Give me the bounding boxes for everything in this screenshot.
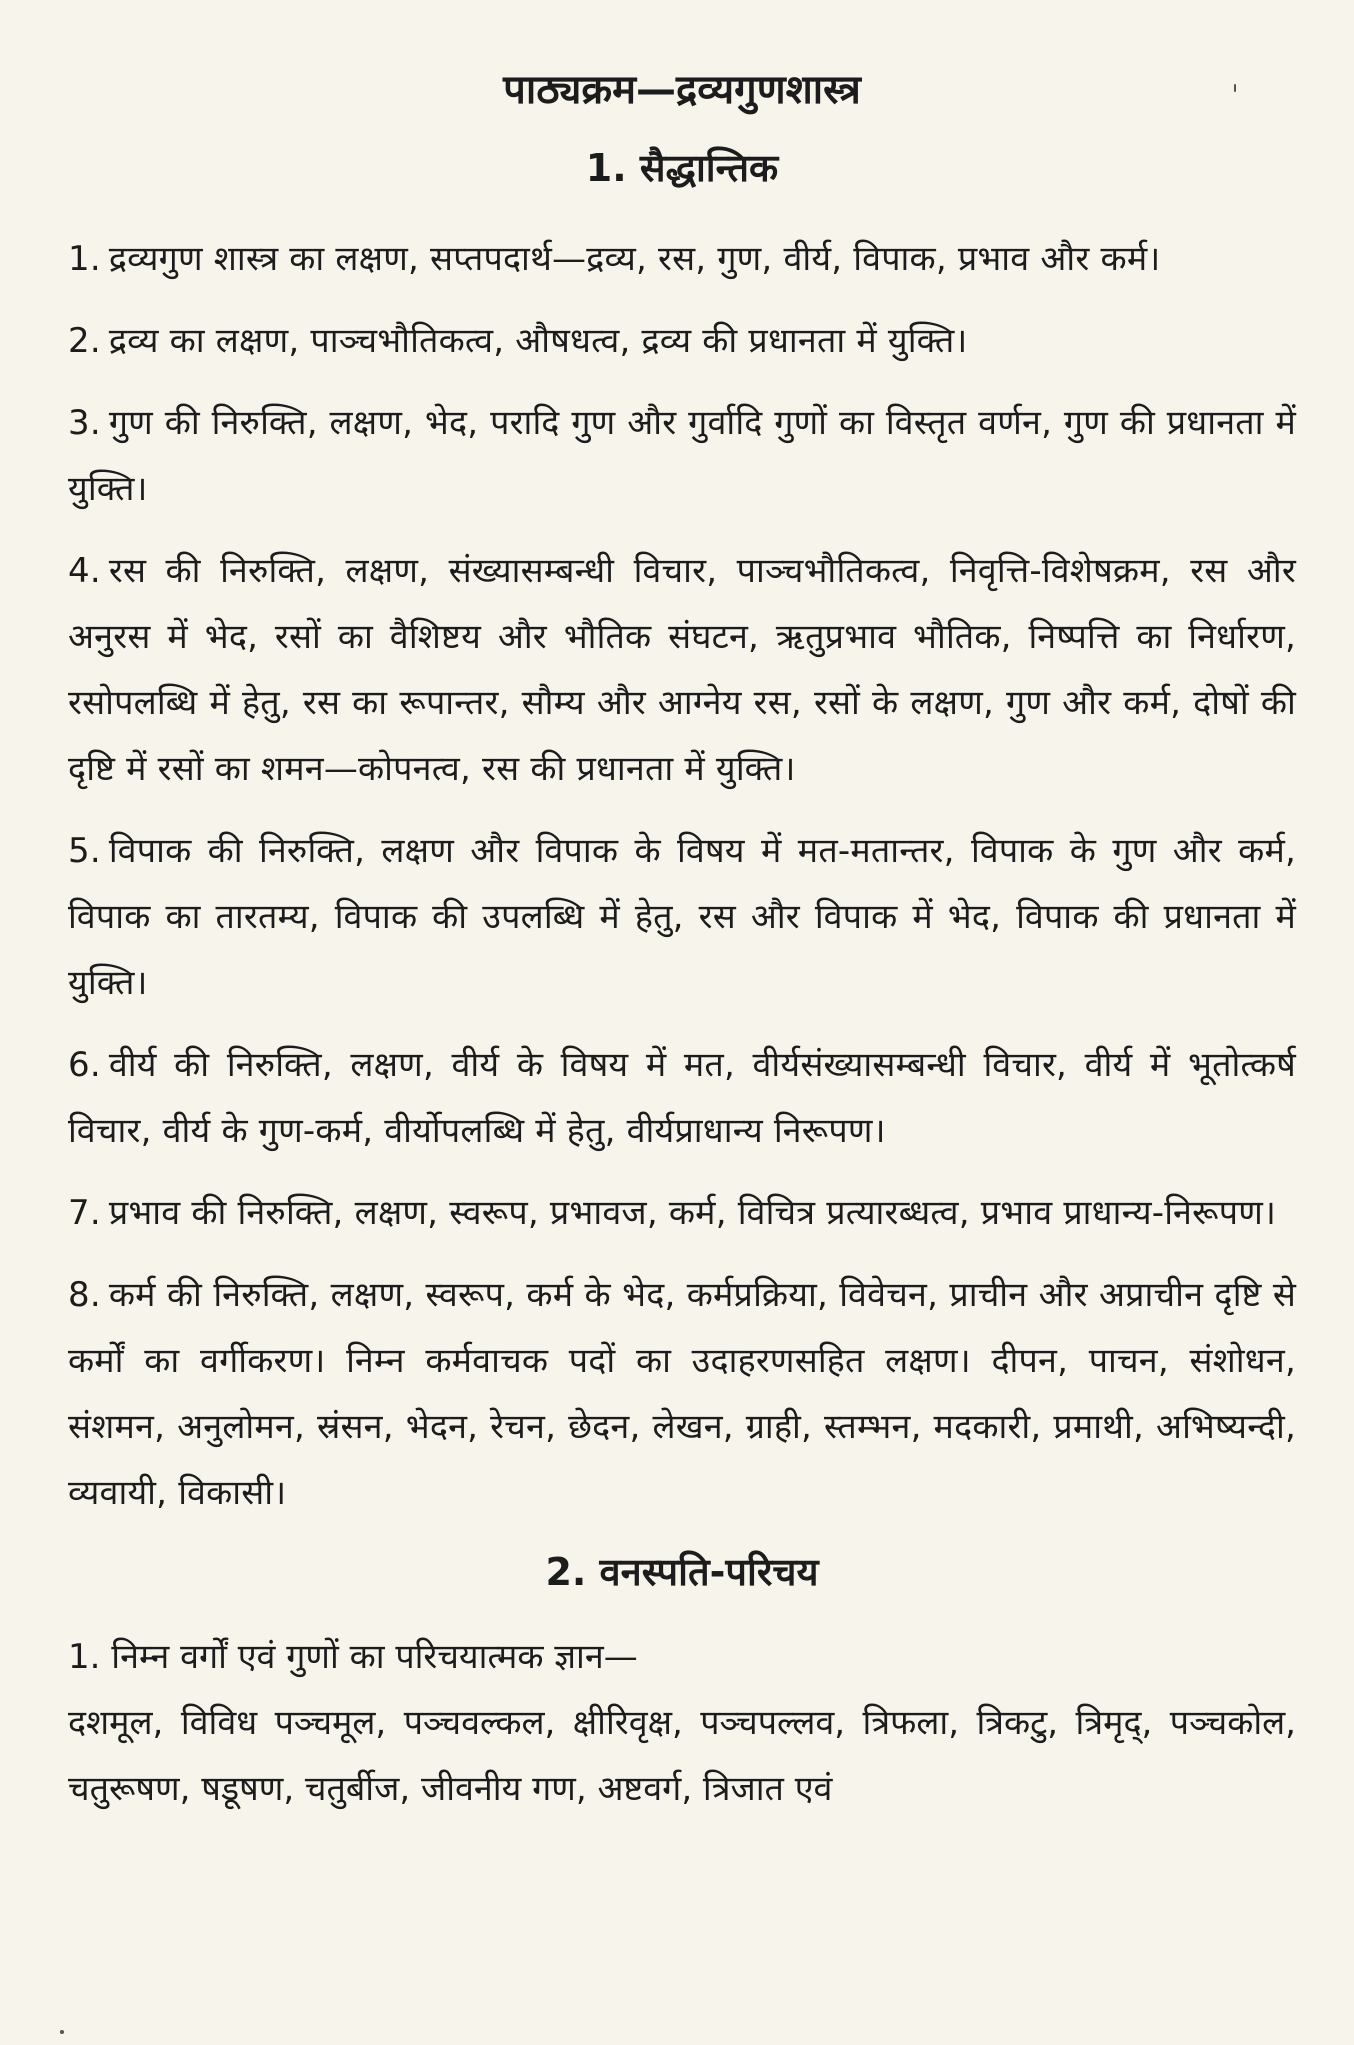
item-number: 2. [68, 321, 101, 361]
item-number: 6. [68, 1045, 101, 1085]
item-text: द्रव्यगुण शास्त्र का लक्षण, सप्तपदार्थ—द्रव्य, रस, गुण, वीर्य, विपाक, प्रभाव और कर्म। [108, 239, 1161, 279]
item-text: गुण की निरुक्ति, लक्षण, भेद, परादि गुण और गुर्वादि गुणों का विस्तृत वर्णन, गुण की प्रधानता में युक्ति। [68, 403, 1296, 509]
section-heading-2: 2. वनस्पति-परिचय [545, 1550, 819, 1594]
page-title: पाठ्यक्रम—द्रव्यगुणशास्त्र [503, 67, 861, 113]
item-text: निम्न वर्गों एवं गुणों का परिचयात्मक ज्ञान— [111, 1637, 638, 1677]
item-text: रस की निरुक्ति, लक्षण, संख्यासम्बन्धी विचार, पाञ्चभौतिकत्व, निवृत्ति-विशेषक्रम, रस और अनुरस में भेद, रसों का वैशिष्टय और भौतिक संघटन, ऋतुप्रभाव भौतिक, निष्पत्ति का निर्धारण, रसोपलब्धि में हेतु, रस का रूपान्तर, सौम्य और आग्नेय रस, रसों के लक्षण, गुण और कर्म, दोषों की दृष्टि में रसों का शमन—कोपनत्व, रस की प्रधानता में युक्ति। [68, 551, 1296, 789]
item-number: 4. [68, 551, 101, 591]
paragraph-1-8 [68, 1262, 1296, 1526]
item-number: 3. [68, 403, 101, 443]
item-text: वीर्य की निरुक्ति, लक्षण, वीर्य के विषय में मत, वीर्यसंख्यासम्बन्धी विचार, वीर्य में भूतोत्कर्ष विचार, वीर्य के गुण-कर्म, वीर्योपलब्धि में हेतु, वीर्यप्राधान्य निरूपण। [68, 1045, 1296, 1151]
paragraph-1-1 [68, 226, 1296, 292]
paragraph-1-5 [68, 818, 1296, 1016]
paragraph-1-7 [68, 1180, 1296, 1246]
item-text: प्रभाव की निरुक्ति, लक्षण, स्वरूप, प्रभावज, कर्म, विचित्र प्रत्यारब्धत्व, प्रभाव प्राधान्य-निरूपण। [108, 1193, 1277, 1233]
section-heading-1: 1. सैद्धान्तिक [585, 146, 779, 190]
item-number: 1. [68, 239, 101, 279]
item-text: विपाक की निरुक्ति, लक्षण और विपाक के विषय में मत-मतान्तर, विपाक के गुण और कर्म, विपाक का तारतम्य, विपाक की उपलब्धि में हेतु, रस और विपाक में भेद, विपाक की प्रधानता में युक्ति। [68, 831, 1296, 1003]
scan-speck [1234, 84, 1236, 92]
item-number: 1. [68, 1637, 101, 1677]
paragraph-1-4 [68, 538, 1296, 802]
paragraph-2-1-continuation: दशमूल, विविध पञ्चमूल, पञ्चवल्कल, क्षीरिवृक्ष, पञ्चपल्लव, त्रिफला, त्रिकटु, त्रिमृद्, पञ्चकोल, चतुरूषण, षडूषण, चतुर्बीज, जीवनीय गण, अष्टवर्ग, त्रिजात एवं [68, 1703, 1296, 1809]
item-number: 8. [68, 1275, 101, 1315]
item-text: कर्म की निरुक्ति, लक्षण, स्वरूप, कर्म के भेद, कर्मप्रक्रिया, विवेचन, प्राचीन और अप्राचीन दृष्टि से कर्मों का वर्गीकरण। निम्न कर्मवाचक पदों का उदाहरणसहित लक्षण। दीपन, पाचन, संशोधन, संशमन, अनुलोमन, स्रंसन, भेदन, रेचन, छेदन, लेखन, ग्राही, स्तम्भन, मदकारी, प्रमाथी, अभिष्यन्दी, व्यवायी, विकासी। [68, 1275, 1296, 1513]
paragraph-2-1 [68, 1624, 1296, 1690]
paragraph-1-6 [68, 1032, 1296, 1164]
item-number: 7. [68, 1193, 101, 1233]
item-text: द्रव्य का लक्षण, पाञ्चभौतिकत्व, औषधत्व, द्रव्य की प्रधानता में युक्ति। [108, 321, 968, 361]
paragraph-1-3 [68, 390, 1296, 522]
item-number: 5. [68, 831, 101, 871]
paragraph-1-2 [68, 308, 1296, 374]
scan-speck [60, 2030, 64, 2034]
